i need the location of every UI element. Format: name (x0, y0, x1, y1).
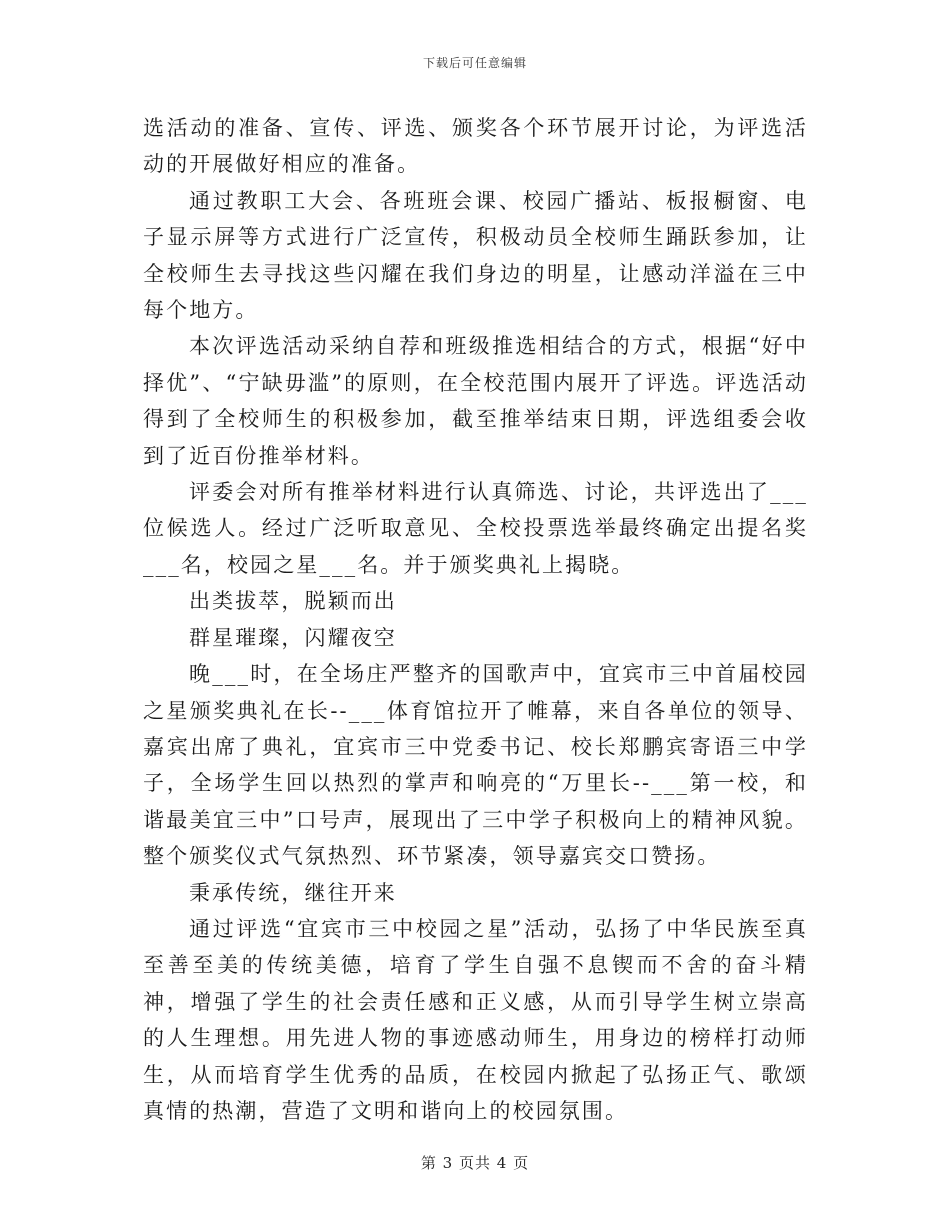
section-heading: 秉承传统，继往开来 (189, 880, 397, 905)
document-body (143, 110, 808, 1129)
section-heading: 群星璀璨，闪耀夜空 (189, 625, 397, 650)
paragraph: 晚___时，在全场庄严整齐的国歌声中，宜宾市三中首届校园之星颁奖典礼在长--___体育馆拉开了帷幕，来自各单位的领导、嘉宾出席了典礼，宜宾市三中党委书记、校长郑鹏宾寄语三中学子，全场学生回以热烈的掌声和响亮的“万里长--___第一校，和谐最美宜三中”口号声，展现出了三中学子积极向上的精神风貌。整个颁奖仪式气氛热烈、环节紧凑，领导嘉宾交口赞扬。 (143, 662, 808, 869)
paragraph: 评委会对所有推举材料进行认真筛选、讨论，共评选出了___位候选人。经过广泛听取意见、全校投票选举最终确定出提名奖___名，校园之星___名。并于颁奖典礼上揭晓。 (143, 480, 808, 577)
paragraph: 通过教职工大会、各班班会课、校园广播站、板报橱窗、电子显示屏等方式进行广泛宣传，积极动员全校师生踊跃参加，让全校师生去寻找这些闪耀在我们身边的明星，让感动洋溢在三中每个地方。 (143, 188, 808, 323)
paragraph-continuation: 选活动的准备、宣传、评选、颁奖各个环节展开讨论，为评选活动的开展做好相应的准备。 (143, 116, 808, 177)
page-footer: 第 3 页共 4 页 (420, 1154, 530, 1172)
page-header: 下载后可任意编辑 (422, 56, 527, 70)
paragraph: 本次评选活动采纳自荐和班级推选相结合的方式，根据“好中择优”、“宁缺毋滥”的原则，在全校范围内展开了评选。评选活动得到了全校师生的积极参加，截至推举结束日期，评选组委会收到了近百份推举材料。 (143, 334, 808, 468)
section-heading: 出类拔萃，脱颖而出 (189, 589, 397, 614)
paragraph: 通过评选“宜宾市三中校园之星”活动，弘扬了中华民族至真至善至美的传统美德，培育了学生自强不息锲而不舍的奋斗精神，增强了学生的社会责任感和正义感，从而引导学生树立崇高的人生理想。用先进人物的事迹感动师生，用身边的榜样打动师生，从而培育学生优秀的品质，在校园内掀起了弘扬正气、歌颂真情的热潮，营造了文明和谐向上的校园氛围。 (143, 916, 808, 1123)
